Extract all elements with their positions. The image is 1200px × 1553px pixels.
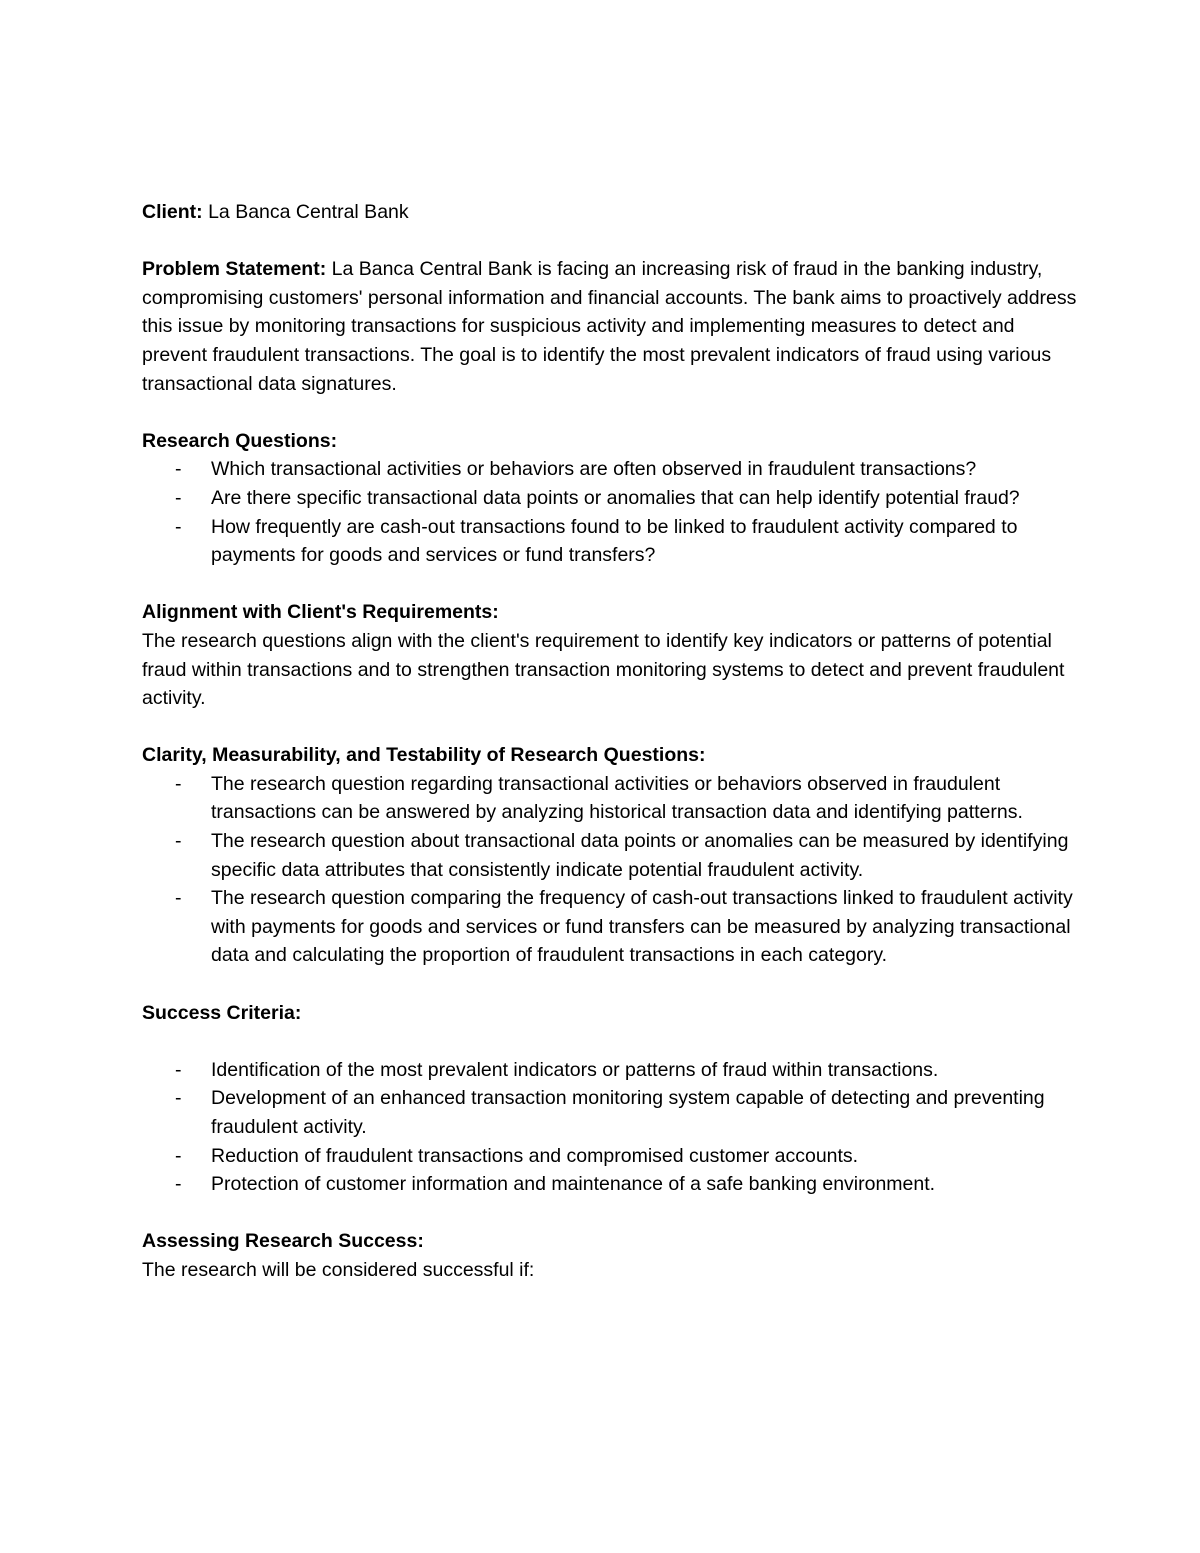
list-item [142,484,1082,513]
dash-bullet: - [175,1087,182,1110]
list-item [142,827,1082,884]
list-item [142,455,1082,484]
dash-bullet: - [175,1144,182,1167]
success-criteria-list [142,1056,1082,1199]
list-item-text: The research question regarding transactional activities or behaviors observed in fraudulent transactions can be answered by analyzing historical transaction data and identifying patterns. [211,772,1023,824]
dash-bullet: - [175,458,182,481]
problem-statement-text: La Banca Central Bank is facing an increasing risk of fraud in the banking industry, compromising customers' personal information and financial accounts. The bank aims to proactively address this issue by monitoring transactions for suspicious activity and implementing measures to detect and prevent fraudulent transactions. The goal is to identify the most prevalent indicators of fraud using various transactional data signatures. [142,258,1077,395]
list-item-text: Reduction of fraudulent transactions and compromised customer accounts. [211,1144,859,1167]
list-item [142,513,1082,570]
research-questions-heading: Research Questions: [142,429,338,452]
list-item [142,1084,1082,1141]
document-body [142,198,1082,1285]
clarity-heading: Clarity, Measurability, and Testability of Research Questions: [142,744,706,767]
assessing-text: The research will be considered successful if: [142,1258,535,1281]
dash-bullet: - [175,515,182,538]
assessing-heading: Assessing Research Success: [142,1230,424,1253]
list-item-text: Identification of the most prevalent indicators or patterns of fraud within transactions. [211,1058,939,1081]
success-criteria-heading: Success Criteria: [142,1001,302,1024]
list-item-text: How frequently are cash-out transactions found to be linked to fraudulent activity compared to payments for goods and services or fund transfers? [211,515,1018,567]
client-value: La Banca Central Bank [202,201,409,223]
dash-bullet: - [175,1173,182,1196]
list-item [142,1142,1082,1171]
spacer [142,1027,1082,1056]
client-label: Client: [142,201,203,223]
client-line [142,198,1082,227]
list-item [142,884,1082,970]
dash-bullet: - [175,772,182,795]
alignment-heading: Alignment with Client's Requirements: [142,601,499,624]
list-item [142,1170,1082,1199]
list-item-text: The research question comparing the frequency of cash-out transactions linked to fraudulent activity with payments for goods and services or fund transfers can be measured by analyzing transactional data and calculating the proportion of fraudulent transactions in each category. [211,887,1073,967]
problem-statement-label: Problem Statement: [142,258,327,281]
problem-statement [142,255,1082,398]
list-item [142,1056,1082,1085]
list-item-text: Which transactional activities or behaviors are often observed in fraudulent transactions? [211,458,977,481]
list-item-text: Are there specific transactional data points or anomalies that can help identify potential fraud? [211,486,1020,509]
dash-bullet: - [175,1058,182,1081]
dash-bullet: - [175,887,182,910]
list-item-text: Development of an enhanced transaction monitoring system capable of detecting and preventing fraudulent activity. [211,1087,1045,1138]
research-questions-list [142,455,1082,569]
spacer [142,970,1082,999]
alignment-text: The research questions align with the client's requirement to identify key indicators or patterns of potential fraud within transactions and to strengthen transaction monitoring systems to detect and prevent fraudulent activity. [142,629,1065,710]
dash-bullet: - [175,830,182,853]
spacer [142,570,1082,599]
clarity-list [142,770,1082,970]
dash-bullet: - [175,486,182,509]
spacer [142,1199,1082,1228]
list-item-text: The research question about transactional data points or anomalies can be measured by identifying specific data attributes that consistently indicate potential fraudulent activity. [211,830,1069,881]
list-item [142,770,1082,827]
list-item-text: Protection of customer information and maintenance of a safe banking environment. [211,1173,936,1196]
